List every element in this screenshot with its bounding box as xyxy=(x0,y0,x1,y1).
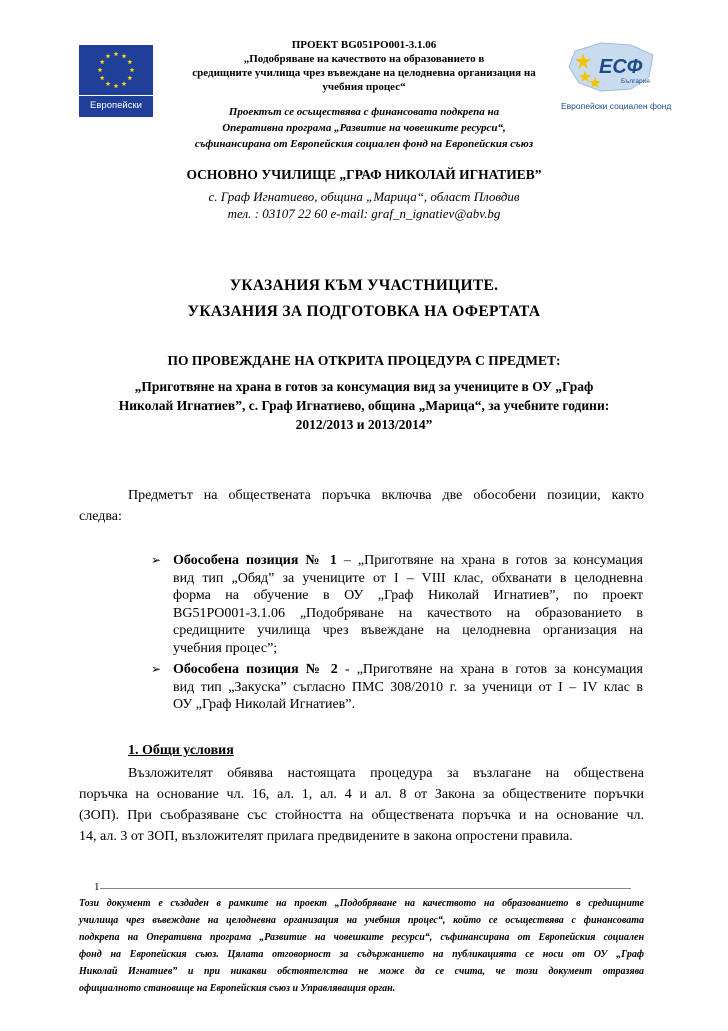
section-heading xyxy=(128,743,234,759)
esf-country: България xyxy=(621,78,650,85)
school-name: ОСНОВНО УЧИЛИЩЕ „ГРАФ НИКОЛАЙ ИГНАТИЕВ” xyxy=(186,167,542,182)
subject-line1: „Приготвяне на храна в готов за консумация вид за учениците в ОУ „Граф xyxy=(134,379,594,394)
funding-line1: Проектът се осъществява с финансовата подкрепа на xyxy=(228,106,500,118)
document-subtitle: УКАЗАНИЯ ЗА ПОДГОТОВКА НА ОФЕРТАТА xyxy=(187,303,541,320)
position-label: Обособена позиция № 1 xyxy=(173,553,337,568)
esf-caption: Европейски социален фонд xyxy=(561,101,672,111)
footer-line: Николай Игнатиев” и при никакви обстоятелства не може да се счита, че този документ отразява xyxy=(79,966,644,977)
footer-line: училища чрез въвеждане на целодневна организация на учебния процес“, който се осъществява с финансовата xyxy=(79,915,644,926)
position-text-start: „Приготвяне на храна в готов за консумация xyxy=(357,553,643,568)
arrow-bullet-icon: ➢ xyxy=(151,662,162,676)
funding-line3: съфинансирана от Европейския социален фонд на Европейския съюз xyxy=(194,138,534,150)
project-name-line2: средищните училища чрез въвеждане на целодневна организация на xyxy=(192,67,536,79)
footer-disclaimer xyxy=(79,895,644,997)
position-line: BG51PO001-3.1.06 „Подобряване на качеството на образованието в xyxy=(173,605,643,621)
section-line2: поръчка на основание чл. 16, ал. 1, ал. 4 и ал. 8 от Закона за обществените поръчки xyxy=(79,787,644,802)
section-paragraph xyxy=(79,763,644,847)
eu-caption: Европейски съюз xyxy=(79,95,153,117)
section-line3: (ЗОП). При съобразяване със стойността на обществената поръчка и на основание чл. xyxy=(79,808,644,823)
position-line: форма на обучение в ОУ „Граф Николай Игнатиев”, по проект xyxy=(173,588,643,603)
school-contacts: тел. : 03107 22 60 e-mail: graf_n_ignatiev@abv.bg xyxy=(227,206,501,221)
subject-line2: Николай Игнатиев”, с. Граф Игнатиево, община „Марица“, за учебните години: xyxy=(118,398,610,413)
position-line: вид тип „Обяд” за учениците от I – VIII клас, обхванати в целодневна xyxy=(173,570,643,586)
position-line: ОУ „Граф Николай Игнатиев”. xyxy=(173,697,355,712)
section-line1: Възложителят обявява настоящата процедура за възлагане на обществена xyxy=(128,766,644,781)
project-code: ПРОЕКТ BG051PO001-3.1.06 xyxy=(291,39,437,51)
funding-line2: Оперативна програма „Развитие на човешките ресурси“, xyxy=(222,122,506,134)
intro-paragraph xyxy=(79,485,644,527)
position-text-start: „Приготвяне на храна в готов за консумация xyxy=(356,662,643,677)
footer-divider xyxy=(100,888,631,889)
arrow-bullet-icon: ➢ xyxy=(151,553,162,567)
position-item xyxy=(173,552,643,657)
footer-line: фонд на Европейския съюз. Цялата отговорност за съдържанието на публикацията се носи от ОУ „Граф xyxy=(79,949,644,960)
footer-line: подкрепа на Оперативна програма „Развитие на човешките ресурси“, съфинансирана от Европейския социален xyxy=(79,932,644,943)
subject-line3: 2012/2013 и 2013/2014” xyxy=(295,417,433,432)
school-address: с. Граф Игнатиево, община „Марица“, област Пловдив xyxy=(208,189,520,204)
document-title: УКАЗАНИЯ КЪМ УЧАСТНИЦИТЕ. xyxy=(229,277,499,294)
position-item xyxy=(173,661,643,714)
project-name-line1: „Подобряване на качеството на образованието в xyxy=(243,53,485,65)
footer-line: официалното становище на Европейския съюз и Управляващия орган. xyxy=(79,983,396,994)
position-line: учебния процес”; xyxy=(173,640,278,656)
intro-line2: следва: xyxy=(79,509,122,524)
page-number: 1 xyxy=(94,881,100,893)
position-line: средищните училища чрез въвеждане на целодневна организация на xyxy=(173,623,643,638)
project-name-line3: учебния процес“ xyxy=(322,81,406,93)
footer-line: Този документ е създаден в рамките на проект „Подобряване на качеството на образованието в средищните xyxy=(79,898,644,909)
position-separator: – xyxy=(336,553,358,568)
position-label: Обособена позиция № 2 xyxy=(173,662,338,677)
section-heading-text: 1. Общи условия xyxy=(128,743,234,758)
position-line: вид тип „Закуска” съгласно ПМС 308/2010 г. за ученици от I – IV клас в xyxy=(173,679,643,695)
position-separator: - xyxy=(337,662,357,677)
subject-heading: ПО ПРОВЕЖДАНЕ НА ОТКРИТА ПРОЦЕДУРА С ПРЕДМЕТ: xyxy=(167,353,561,368)
section-line4: 14, ал. 3 от ЗОП, възложителят прилага предвидените в закона опростени правила. xyxy=(79,829,573,844)
esf-text: ЕСФ xyxy=(599,56,643,78)
intro-line1: Предметът на обществената поръчка включва две обособени позиции, както xyxy=(128,488,644,503)
